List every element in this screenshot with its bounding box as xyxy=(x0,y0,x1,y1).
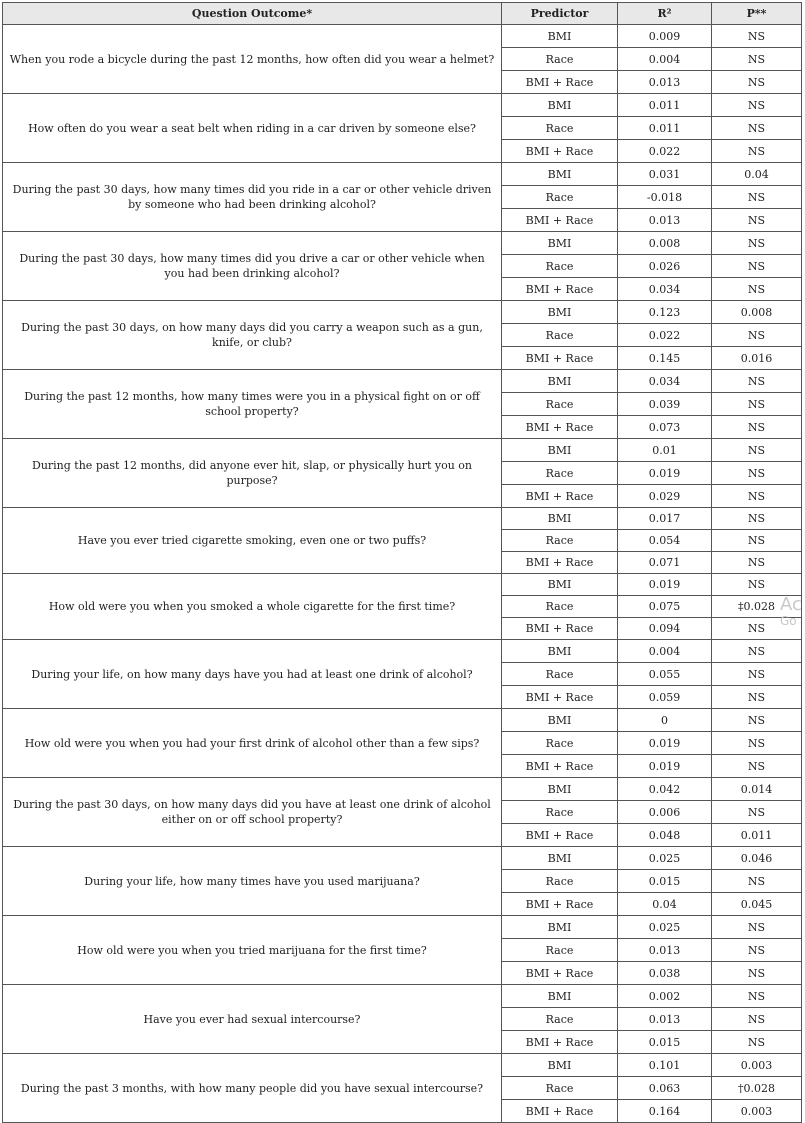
r-squared-cell: 0.055 xyxy=(618,663,712,686)
header-question-outcome: Question Outcome* xyxy=(3,3,502,25)
predictor-cell: Race xyxy=(502,1077,618,1100)
r-squared-cell: 0.013 xyxy=(618,1008,712,1031)
results-table xyxy=(2,2,802,1123)
p-value-cell: NS xyxy=(712,686,802,709)
table-row xyxy=(3,25,802,48)
p-value-cell: 0.008 xyxy=(712,301,802,324)
r-squared-cell: 0 xyxy=(618,709,712,732)
predictor-cell: BMI xyxy=(502,508,618,530)
p-value-cell: NS xyxy=(712,439,802,462)
p-value-cell: NS xyxy=(712,870,802,893)
predictor-cell: BMI + Race xyxy=(502,140,618,163)
r-squared-cell: 0.071 xyxy=(618,552,712,574)
p-value-cell: NS xyxy=(712,1031,802,1054)
table-row xyxy=(3,439,802,462)
table-row xyxy=(3,574,802,596)
predictor-cell: BMI xyxy=(502,370,618,393)
p-value-cell: 0.003 xyxy=(712,1100,802,1123)
r-squared-cell: 0.019 xyxy=(618,574,712,596)
p-value-cell: 0.045 xyxy=(712,893,802,916)
question-outcome-cell: During the past 30 days, on how many days did you have at least one drink of alcohol either on or off school property? xyxy=(3,778,502,847)
r-squared-cell: 0.038 xyxy=(618,962,712,985)
predictor-cell: Race xyxy=(502,393,618,416)
p-value-cell: †0.028 xyxy=(712,1077,802,1100)
r-squared-cell: 0.042 xyxy=(618,778,712,801)
r-squared-cell: 0.011 xyxy=(618,117,712,140)
predictor-cell: BMI + Race xyxy=(502,1031,618,1054)
predictor-cell: BMI xyxy=(502,916,618,939)
predictor-cell: Race xyxy=(502,186,618,209)
predictor-cell: Race xyxy=(502,596,618,618)
p-value-cell: NS xyxy=(712,462,802,485)
r-squared-cell: 0.01 xyxy=(618,439,712,462)
r-squared-cell: 0.026 xyxy=(618,255,712,278)
p-value-cell: NS xyxy=(712,1008,802,1031)
p-value-cell: NS xyxy=(712,324,802,347)
r-squared-cell: 0.034 xyxy=(618,278,712,301)
p-value-cell: NS xyxy=(712,393,802,416)
predictor-cell: BMI + Race xyxy=(502,962,618,985)
p-value-cell: NS xyxy=(712,962,802,985)
predictor-cell: BMI xyxy=(502,163,618,186)
r-squared-cell: 0.017 xyxy=(618,508,712,530)
p-value-cell: NS xyxy=(712,640,802,663)
question-outcome-cell: How old were you when you had your first drink of alcohol other than a few sips? xyxy=(3,709,502,778)
table-row xyxy=(3,370,802,393)
question-outcome-cell: During the past 30 days, how many times did you ride in a car or other vehicle driven by someone who had been drinking alcohol? xyxy=(3,163,502,232)
r-squared-cell: -0.018 xyxy=(618,186,712,209)
p-value-cell: NS xyxy=(712,801,802,824)
r-squared-cell: 0.019 xyxy=(618,755,712,778)
r-squared-cell: 0.039 xyxy=(618,393,712,416)
p-value-cell: NS xyxy=(712,574,802,596)
r-squared-cell: 0.029 xyxy=(618,485,712,508)
predictor-cell: BMI + Race xyxy=(502,686,618,709)
predictor-cell: BMI + Race xyxy=(502,71,618,94)
question-outcome-cell: When you rode a bicycle during the past 12 months, how often did you wear a helmet? xyxy=(3,25,502,94)
predictor-cell: Race xyxy=(502,530,618,552)
table-row xyxy=(3,985,802,1008)
p-value-cell: NS xyxy=(712,209,802,232)
r-squared-cell: 0.101 xyxy=(618,1054,712,1077)
r-squared-cell: 0.015 xyxy=(618,1031,712,1054)
r-squared-cell: 0.004 xyxy=(618,640,712,663)
r-squared-cell: 0.073 xyxy=(618,416,712,439)
predictor-cell: BMI + Race xyxy=(502,824,618,847)
predictor-cell: BMI xyxy=(502,1054,618,1077)
activation-watermark xyxy=(780,596,802,628)
r-squared-cell: 0.015 xyxy=(618,870,712,893)
r-squared-cell: 0.025 xyxy=(618,916,712,939)
r-squared-cell: 0.019 xyxy=(618,732,712,755)
r-squared-cell: 0.006 xyxy=(618,801,712,824)
p-value-cell: NS xyxy=(712,709,802,732)
predictor-cell: BMI xyxy=(502,985,618,1008)
p-value-cell: NS xyxy=(712,508,802,530)
r-squared-cell: 0.013 xyxy=(618,939,712,962)
p-value-cell: 0.046 xyxy=(712,847,802,870)
table-row xyxy=(3,778,802,801)
question-outcome-cell: During the past 30 days, how many times did you drive a car or other vehicle when you had been drinking alcohol? xyxy=(3,232,502,301)
predictor-cell: BMI xyxy=(502,301,618,324)
predictor-cell: BMI xyxy=(502,574,618,596)
p-value-cell: NS xyxy=(712,255,802,278)
p-value-cell: NS xyxy=(712,732,802,755)
question-outcome-cell: During the past 30 days, on how many days did you carry a weapon such as a gun, knife, or club? xyxy=(3,301,502,370)
predictor-cell: Race xyxy=(502,663,618,686)
table-row xyxy=(3,847,802,870)
table-row xyxy=(3,508,802,530)
r-squared-cell: 0.002 xyxy=(618,985,712,1008)
predictor-cell: BMI xyxy=(502,778,618,801)
p-value-cell: NS xyxy=(712,48,802,71)
p-value-cell: NS xyxy=(712,186,802,209)
p-value-cell: NS xyxy=(712,530,802,552)
predictor-cell: BMI + Race xyxy=(502,893,618,916)
p-value-cell: 0.014 xyxy=(712,778,802,801)
predictor-cell: BMI + Race xyxy=(502,755,618,778)
r-squared-cell: 0.063 xyxy=(618,1077,712,1100)
predictor-cell: BMI + Race xyxy=(502,209,618,232)
predictor-cell: Race xyxy=(502,870,618,893)
predictor-cell: BMI + Race xyxy=(502,552,618,574)
r-squared-cell: 0.094 xyxy=(618,618,712,640)
predictor-cell: BMI + Race xyxy=(502,1100,618,1123)
predictor-cell: Race xyxy=(502,732,618,755)
question-outcome-cell: How old were you when you smoked a whole cigarette for the first time? xyxy=(3,574,502,640)
question-outcome-cell: During your life, how many times have you used marijuana? xyxy=(3,847,502,916)
question-outcome-cell: During the past 3 months, with how many people did you have sexual intercourse? xyxy=(3,1054,502,1123)
header-p-value: P** xyxy=(712,3,802,25)
p-value-cell: NS xyxy=(712,278,802,301)
r-squared-cell: 0.059 xyxy=(618,686,712,709)
p-value-cell: NS xyxy=(712,985,802,1008)
p-value-cell: NS xyxy=(712,71,802,94)
question-outcome-cell: Have you ever had sexual intercourse? xyxy=(3,985,502,1054)
predictor-cell: BMI + Race xyxy=(502,618,618,640)
p-value-cell: NS xyxy=(712,370,802,393)
r-squared-cell: 0.011 xyxy=(618,94,712,117)
p-value-cell: NS xyxy=(712,140,802,163)
table-body xyxy=(3,25,802,1123)
question-outcome-cell: Have you ever tried cigarette smoking, even one or two puffs? xyxy=(3,508,502,574)
predictor-cell: BMI xyxy=(502,709,618,732)
table-row xyxy=(3,94,802,117)
question-outcome-cell: During the past 12 months, how many times were you in a physical fight on or off school property? xyxy=(3,370,502,439)
predictor-cell: Race xyxy=(502,48,618,71)
p-value-cell: NS xyxy=(712,485,802,508)
predictor-cell: Race xyxy=(502,939,618,962)
predictor-cell: Race xyxy=(502,801,618,824)
predictor-cell: BMI + Race xyxy=(502,416,618,439)
p-value-cell: NS xyxy=(712,94,802,117)
predictor-cell: BMI xyxy=(502,439,618,462)
r-squared-cell: 0.022 xyxy=(618,324,712,347)
p-value-cell: NS xyxy=(712,416,802,439)
p-value-cell: 0.011 xyxy=(712,824,802,847)
watermark-line-1: Ac xyxy=(780,594,802,615)
table-header-row xyxy=(3,3,802,25)
predictor-cell: BMI xyxy=(502,232,618,255)
p-value-cell: 0.003 xyxy=(712,1054,802,1077)
r-squared-cell: 0.054 xyxy=(618,530,712,552)
r-squared-cell: 0.04 xyxy=(618,893,712,916)
predictor-cell: BMI xyxy=(502,847,618,870)
r-squared-cell: 0.008 xyxy=(618,232,712,255)
p-value-cell: NS xyxy=(712,117,802,140)
table-row xyxy=(3,640,802,663)
predictor-cell: BMI + Race xyxy=(502,347,618,370)
header-r-squared: R² xyxy=(618,3,712,25)
question-outcome-cell: How old were you when you tried marijuana for the first time? xyxy=(3,916,502,985)
question-outcome-cell: During your life, on how many days have you had at least one drink of alcohol? xyxy=(3,640,502,709)
table-row xyxy=(3,301,802,324)
r-squared-cell: 0.019 xyxy=(618,462,712,485)
predictor-cell: Race xyxy=(502,1008,618,1031)
predictor-cell: BMI xyxy=(502,640,618,663)
predictor-cell: Race xyxy=(502,324,618,347)
predictor-cell: Race xyxy=(502,255,618,278)
predictor-cell: BMI + Race xyxy=(502,485,618,508)
predictor-cell: BMI xyxy=(502,94,618,117)
watermark-line-2: Go xyxy=(780,614,797,628)
table-row xyxy=(3,709,802,732)
predictor-cell: Race xyxy=(502,462,618,485)
question-outcome-cell: How often do you wear a seat belt when riding in a car driven by someone else? xyxy=(3,94,502,163)
r-squared-cell: 0.025 xyxy=(618,847,712,870)
header-predictor: Predictor xyxy=(502,3,618,25)
r-squared-cell: 0.048 xyxy=(618,824,712,847)
table-row xyxy=(3,1054,802,1077)
r-squared-cell: 0.123 xyxy=(618,301,712,324)
r-squared-cell: 0.164 xyxy=(618,1100,712,1123)
p-value-cell: ‡0.028 xyxy=(712,596,802,618)
p-value-cell: NS xyxy=(712,25,802,48)
r-squared-cell: 0.022 xyxy=(618,140,712,163)
p-value-cell: NS xyxy=(712,232,802,255)
predictor-cell: Race xyxy=(502,117,618,140)
p-value-cell: NS xyxy=(712,663,802,686)
r-squared-cell: 0.031 xyxy=(618,163,712,186)
p-value-cell: NS xyxy=(712,939,802,962)
p-value-cell: NS xyxy=(712,552,802,574)
predictor-cell: BMI xyxy=(502,25,618,48)
table-row xyxy=(3,916,802,939)
table-row xyxy=(3,163,802,186)
predictor-cell: BMI + Race xyxy=(502,278,618,301)
r-squared-cell: 0.034 xyxy=(618,370,712,393)
r-squared-cell: 0.004 xyxy=(618,48,712,71)
p-value-cell: 0.016 xyxy=(712,347,802,370)
r-squared-cell: 0.075 xyxy=(618,596,712,618)
p-value-cell: 0.04 xyxy=(712,163,802,186)
r-squared-cell: 0.009 xyxy=(618,25,712,48)
r-squared-cell: 0.145 xyxy=(618,347,712,370)
p-value-cell: NS xyxy=(712,618,802,640)
p-value-cell: NS xyxy=(712,755,802,778)
r-squared-cell: 0.013 xyxy=(618,209,712,232)
table-row xyxy=(3,232,802,255)
p-value-cell: NS xyxy=(712,916,802,939)
r-squared-cell: 0.013 xyxy=(618,71,712,94)
question-outcome-cell: During the past 12 months, did anyone ever hit, slap, or physically hurt you on purpose? xyxy=(3,439,502,508)
